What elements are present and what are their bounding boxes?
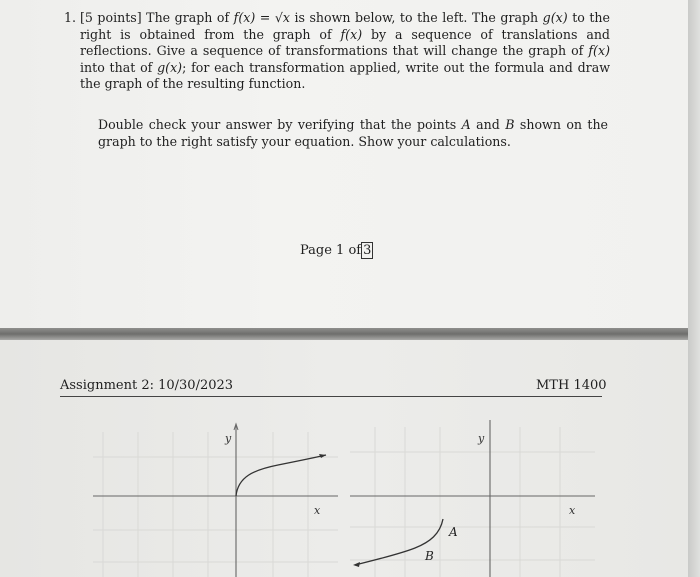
graph-g xyxy=(345,412,603,577)
page-number: Page 1 of 3 xyxy=(300,243,372,258)
g-curve-arrowhead xyxy=(353,562,360,567)
header-rule xyxy=(60,396,602,397)
sqrt-curve xyxy=(236,455,326,496)
problem-statement: 1. [5 points] The graph of f(x) = √x is shown below, to the left. The graph g(x) to the right is obtained from the graph of f(x) by a sequence of translations and reflections. Give a sequence of transformations that will change the graph of f(x) into that of g(x); for each transformation applied, write out the formula and draw the graph of the resulting function. xyxy=(64,10,610,91)
problem-points: [5 points] xyxy=(80,10,142,25)
right-edge xyxy=(688,0,700,577)
course-header: MTH 1400 xyxy=(536,378,607,393)
point-b-label: B xyxy=(425,549,434,563)
page-total-box: 3 xyxy=(363,243,372,258)
verification-paragraph: Double check your answer by verifying that the points A and B shown on the graph to the right satisfy your equation. Show your calculations. xyxy=(98,117,609,149)
x-axis-label: x xyxy=(314,504,321,517)
assignment-header: Assignment 2: 10/30/2023 xyxy=(60,378,234,393)
point-a-label: A xyxy=(449,525,458,539)
y-axis-label: y xyxy=(478,432,485,445)
x-axis-label: x xyxy=(569,504,576,517)
grid-right xyxy=(350,427,595,577)
graph-f xyxy=(88,412,348,577)
y-axis-label: y xyxy=(225,432,232,445)
page-gap xyxy=(0,328,700,340)
f-formula: f(x) = √x xyxy=(233,10,290,25)
problem-number: 1. xyxy=(64,10,77,25)
grid-left xyxy=(93,432,338,577)
